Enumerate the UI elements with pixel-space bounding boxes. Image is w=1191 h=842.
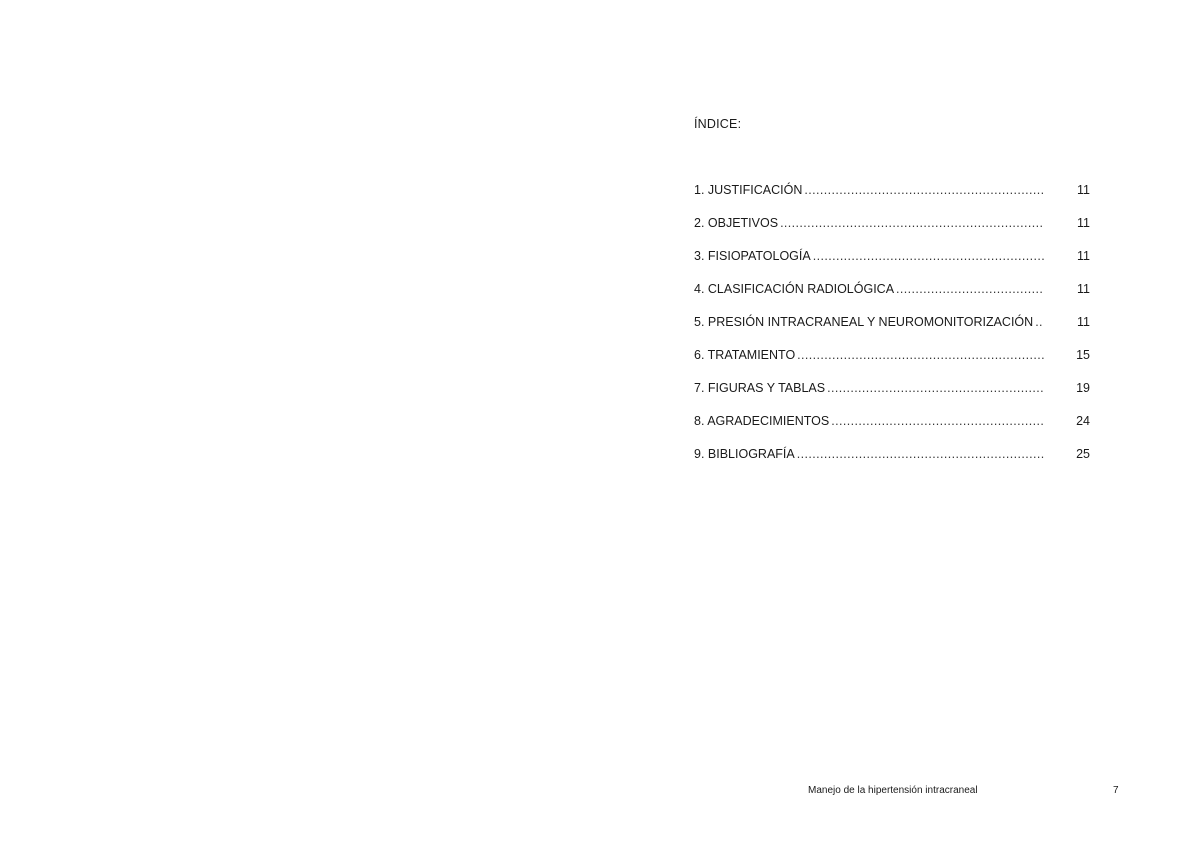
page-number: 7 <box>1113 785 1119 796</box>
toc-entry-page: 11 <box>1077 315 1090 329</box>
toc-entry-label: 2. OBJETIVOS <box>694 216 779 230</box>
toc-entry-page: 11 <box>1077 183 1090 197</box>
toc-entry-objetivos[interactable] <box>694 216 1090 249</box>
dot-leader <box>813 249 1044 263</box>
toc-entry-label: 1. JUSTIFICACIÓN <box>694 183 803 197</box>
toc-entry-page: 25 <box>1076 447 1090 461</box>
toc-entry-tratamiento[interactable] <box>694 348 1090 381</box>
index-heading: ÍNDICE: <box>694 117 742 131</box>
dot-leader <box>827 381 1044 395</box>
toc-entry-agradecimientos[interactable] <box>694 414 1090 447</box>
dot-leader <box>780 216 1044 230</box>
toc-entry-label: 4. CLASIFICACIÓN RADIOLÓGICA <box>694 282 895 296</box>
toc-entry-bibliografia[interactable] <box>694 447 1090 480</box>
toc-entry-clasificacion-radiologica[interactable] <box>694 282 1090 315</box>
dot-leader <box>797 348 1044 362</box>
toc-entry-label: 9. BIBLIOGRAFÍA <box>694 447 795 461</box>
dot-leader <box>831 414 1044 428</box>
toc-entry-label: 6. TRATAMIENTO <box>694 348 796 362</box>
toc-entry-page: 24 <box>1076 414 1090 428</box>
toc-entry-justificacion[interactable] <box>694 183 1090 216</box>
toc-entry-label: 3. FISIOPATOLOGÍA <box>694 249 811 263</box>
toc-entry-page: 11 <box>1077 282 1090 296</box>
dot-leader <box>804 183 1044 197</box>
running-footer-title: Manejo de la hipertensión intracraneal <box>808 785 978 796</box>
toc-entry-page: 11 <box>1077 249 1090 263</box>
index-page <box>595 0 1191 842</box>
dot-leader <box>896 282 1044 296</box>
dot-leader <box>1035 315 1044 329</box>
toc-entry-label: 5. PRESIÓN INTRACRANEAL Y NEUROMONITORIZACIÓN <box>694 315 1034 329</box>
toc-entry-label: 7. FIGURAS Y TABLAS <box>694 381 826 395</box>
toc-entry-presion-intracraneal[interactable] <box>694 315 1090 348</box>
toc-entry-fisiopatologia[interactable] <box>694 249 1090 282</box>
toc-entry-label: 8. AGRADECIMIENTOS <box>694 414 830 428</box>
toc-entry-figuras-y-tablas[interactable] <box>694 381 1090 414</box>
toc-entry-page: 11 <box>1077 216 1090 230</box>
blank-left-page <box>0 0 595 842</box>
toc-entry-page: 15 <box>1076 348 1090 362</box>
table-of-contents <box>694 183 1090 480</box>
dot-leader <box>797 447 1044 461</box>
toc-entry-page: 19 <box>1076 381 1090 395</box>
